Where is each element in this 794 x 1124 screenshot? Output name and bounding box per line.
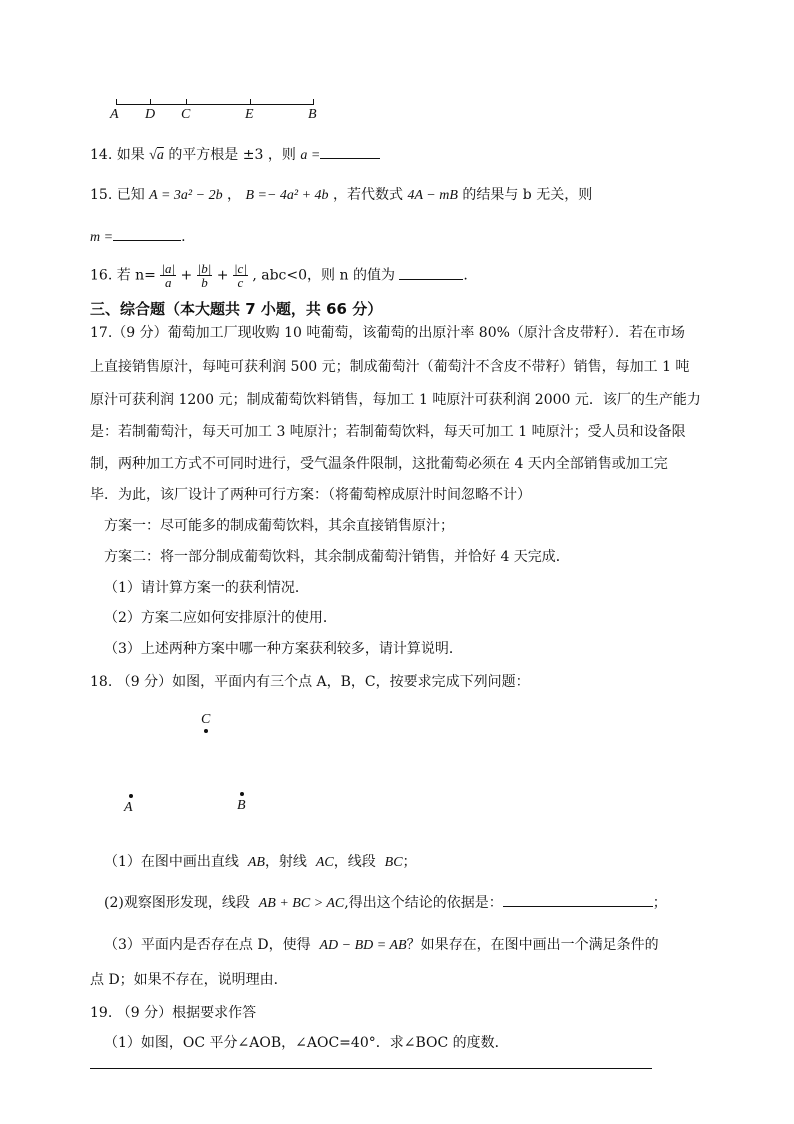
q18-sub2-expr: AB + BC > AC: [258, 896, 345, 911]
q19-stem: 19. （9 分）根据要求作答: [90, 1005, 257, 1021]
q18-sub1-bc: BC: [384, 855, 403, 870]
q18-sub1-text: （1）在图中画出直线: [104, 854, 239, 870]
q15-answer-blank[interactable]: [113, 226, 181, 241]
q17-line-5: 制，两种加工方式不可同时进行，受气温条件限制，这批葡萄必须在 4 天内全部销售或加工完: [90, 456, 668, 472]
q15-text-3: 的结果与 b 无关，则: [462, 187, 593, 203]
q18-sub1-end: ；: [402, 854, 417, 870]
q18-sub1-t2: ，射线: [264, 854, 307, 870]
fraction-c: [233, 262, 248, 289]
q14-text-1: 如果: [116, 147, 145, 163]
q16-text-2: , abc<0，则 n 的值为: [252, 267, 395, 284]
q18-sub3-text: （3）平面内是否存在点 D，使得: [104, 937, 311, 953]
sqrt-a: √a: [149, 148, 164, 163]
q17-plan-1: 方案一：尽可能多的制成葡萄饮料，其余直接销售原汁；: [104, 518, 454, 534]
q16-answer-blank[interactable]: [399, 265, 463, 280]
segment-line: [116, 104, 314, 105]
question-14: [90, 144, 380, 164]
q14-number: 14.: [90, 147, 113, 163]
q18-sub-2: [104, 892, 667, 912]
q14-answer-blank[interactable]: [320, 144, 380, 159]
q17-sub-3: （3）上述两种方案中哪一种方案获利较多，请计算说明．: [104, 641, 463, 657]
q17-line-4: 是：若制葡萄汁，每天可加工 3 吨原汁；若制葡萄饮料，每天可加工 1 吨原汁；受人员和设备限: [90, 424, 686, 440]
frac-a-den: a: [164, 275, 172, 290]
point-c-dot: [204, 729, 208, 733]
label-b: B: [308, 107, 317, 122]
q18-sub2-t2: ,得出这个结论的依据是：: [344, 895, 503, 911]
q19-sub-1: （1）如图，OC 平分∠AOB，∠AOC=40°．求∠BOC 的度数．: [104, 1035, 509, 1051]
point-b-dot: [240, 792, 244, 796]
q15-expr-b: B =− 4a² + 4b: [245, 188, 329, 203]
point-a-label: A: [124, 800, 133, 815]
question-15: [90, 184, 592, 204]
point-a-dot: [129, 794, 133, 798]
q16-text-1: 若 n=: [116, 267, 156, 284]
tick-c: [186, 99, 187, 105]
label-d: D: [145, 107, 156, 122]
q17-line-1: 17.（9 分）葡萄加工厂现收购 10 吨葡萄，该葡萄的出原汁率 80%（原汁含皮带籽）．若在市场: [90, 325, 685, 341]
q18-sub-1: [104, 851, 417, 871]
q18-sub-3: [104, 934, 659, 954]
q14-text-2: 的平方根是: [168, 147, 239, 163]
page-footer-rule: [90, 1068, 652, 1069]
q15-text-2: ，若代数式: [333, 187, 404, 203]
q18-sub2-text: (2)观察图形发现，线段: [104, 895, 250, 911]
fraction-a: [160, 262, 176, 289]
frac-b-num: |b|: [197, 261, 212, 276]
tick-a: [116, 99, 117, 105]
q18-sub2-end: ；: [652, 895, 667, 911]
frac-b-den: b: [201, 275, 208, 290]
fraction-b: [197, 262, 213, 289]
q15-expr-a: A = 3a² − 2b: [149, 188, 223, 203]
tick-e: [250, 99, 251, 105]
frac-a-num: |a|: [161, 261, 176, 276]
q14-value: ±3: [242, 147, 264, 163]
q17-line-6: 毕．为此，该厂设计了两种可行方案：（将葡萄榨成原汁时间忽略不计）: [90, 487, 531, 503]
q18-sub1-t3: ，线段: [333, 854, 376, 870]
q18-sub3-expr: AD − BD = AB: [319, 938, 407, 953]
q15-answer-var: m =: [90, 230, 114, 245]
q15-text-1: 已知: [116, 187, 145, 203]
tick-b: [313, 99, 314, 105]
q15-end: .: [181, 229, 186, 245]
q18-sub1-ac: AC: [315, 855, 334, 870]
label-e: E: [245, 107, 254, 122]
sqrt-radicand: a: [156, 148, 164, 163]
label-a: A: [110, 107, 119, 122]
point-b-label: B: [237, 798, 246, 813]
point-c-label: C: [201, 712, 211, 727]
q18-stem: 18. （9 分）如图，平面内有三个点 A，B，C，按要求完成下列问题：: [90, 674, 530, 690]
q17-plan-2: 方案二：将一部分制成葡萄饮料，其余制成葡萄汁销售，并恰好 4 天完成．: [104, 549, 570, 565]
q18-sub-3-line-2: 点 D；如果不存在，说明理由．: [90, 972, 288, 988]
plus-1: +: [180, 267, 193, 284]
q15-expr: 4A − mB: [407, 188, 458, 203]
q16-number: 16.: [90, 267, 113, 284]
question-15-answer: [90, 226, 186, 246]
q18-sub3-t2: ？如果存在，在图中画出一个满足条件的: [406, 937, 659, 953]
q17-line-3: 原汁可获利润 1200 元；制成葡萄饮料销售，每加工 1 吨原汁可获利润 2000 元．该厂的生产能力: [90, 392, 701, 408]
q14-answer-var: a =: [300, 148, 321, 163]
q15-number: 15.: [90, 187, 113, 203]
section-3-heading: 三、综合题（本大题共 7 小题，共 66 分）: [90, 300, 383, 318]
q15-sep: ，: [227, 187, 242, 203]
q18-sub2-blank[interactable]: [503, 892, 653, 907]
frac-c-den: c: [237, 275, 244, 290]
q17-line-2: 上直接销售原汁，每吨可获利润 500 元；制成葡萄汁（葡萄汁不含皮不带籽）销售，每加工 1 吨: [90, 359, 690, 375]
q18-sub1-ab: AB: [247, 855, 265, 870]
q17-sub-1: （1）请计算方案一的获利情况．: [104, 580, 309, 596]
q16-end: .: [463, 267, 468, 284]
label-c: C: [181, 107, 191, 122]
question-16: [90, 262, 468, 289]
q17-sub-2: （2）方案二应如何安排原汁的使用．: [104, 610, 337, 626]
plus-2: +: [216, 267, 229, 284]
tick-d: [150, 99, 151, 105]
q14-text-3: ，则: [267, 147, 296, 163]
frac-c-num: |c|: [233, 261, 247, 276]
